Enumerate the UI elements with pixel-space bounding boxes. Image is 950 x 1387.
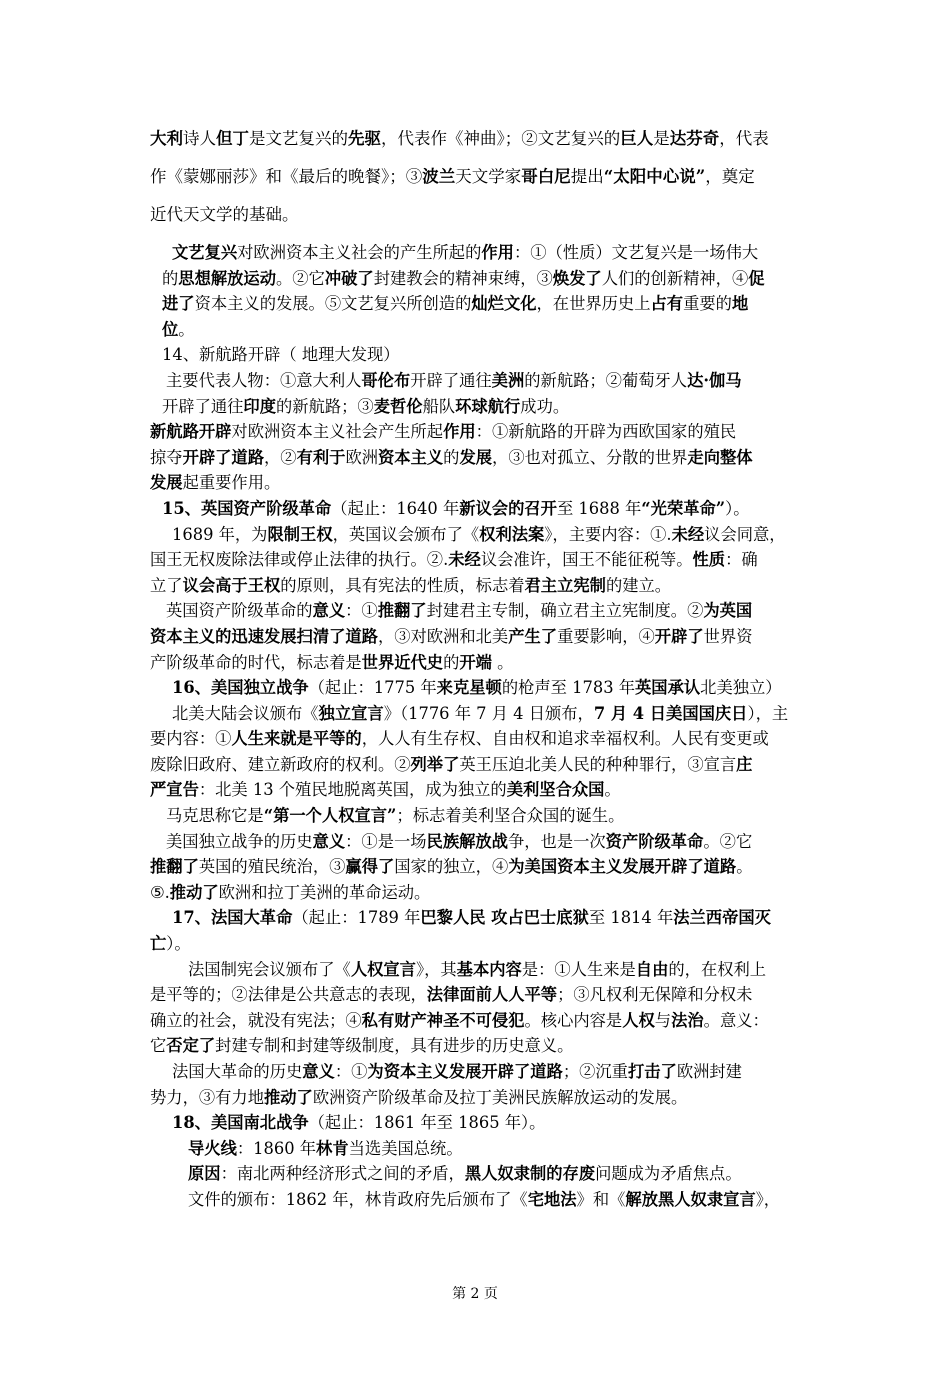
emphasis-text: 大利 — [150, 129, 183, 148]
emphasis-text: 为英国 — [703, 601, 753, 621]
text-line — [150, 445, 810, 471]
text-run: 》， — [755, 1189, 781, 1209]
text-run: 开辟了通往 — [162, 396, 244, 416]
text-run: 。②它 — [703, 831, 753, 851]
emphasis-text: 冲破了 — [324, 268, 374, 288]
text-run: 的建立。 — [605, 575, 672, 595]
emphasis-text: 导火线 — [188, 1138, 237, 1158]
text-line — [150, 931, 810, 957]
text-run: ：确 — [725, 550, 758, 570]
text-line — [150, 1085, 810, 1111]
text-line — [150, 158, 810, 196]
text-run: 。 — [604, 780, 621, 800]
emphasis-text: 否定了 — [166, 1036, 216, 1056]
text-run: 》和《 — [576, 1189, 626, 1209]
text-run: （起止：1789 年 — [292, 908, 421, 928]
emphasis-text: 法兰西帝国灭 — [673, 908, 771, 928]
text-run: 》，主要内容：①. — [544, 524, 672, 544]
text-run: （起止：1640 年 — [331, 498, 460, 518]
text-run: ：1860 年 — [236, 1138, 317, 1158]
emphasis-text: 进了 — [162, 294, 195, 314]
text-run: 欧洲 — [345, 447, 379, 467]
text-run: ，奠定 — [705, 167, 755, 186]
emphasis-text: 新航路开辟 — [150, 422, 232, 442]
emphasis-text: 林肯 — [316, 1138, 349, 1158]
text-line — [150, 598, 810, 624]
emphasis-text: 灿烂文化 — [471, 294, 537, 314]
emphasis-text: 基本内容 — [456, 959, 522, 979]
text-run: 国王无权废除法律或停止法律的执行。②. — [150, 550, 449, 570]
text-run: 主要代表人物：①意大利人 — [166, 370, 362, 390]
text-run: 的原则，具有宪法的性质，标志着 — [280, 575, 525, 595]
text-run: 的新航路；②葡萄牙人 — [524, 370, 688, 390]
emphasis-text: 哥伦布 — [361, 370, 411, 390]
emphasis-text: 来克星顿 — [436, 678, 502, 698]
text-run: ）。 — [166, 934, 191, 954]
emphasis-text: 推动了 — [169, 882, 219, 902]
emphasis-text: 列举了 — [410, 754, 460, 774]
emphasis-text: “第一个人权宣言” — [263, 806, 397, 826]
emphasis-text: 麦哲伦 — [373, 396, 423, 416]
emphasis-text: 文艺复兴 — [172, 243, 238, 262]
text-line — [150, 1008, 810, 1034]
text-run: ，③也对孤立、分散的世界 — [492, 447, 688, 467]
emphasis-text: 印度 — [243, 396, 276, 416]
emphasis-text: 美洲 — [491, 370, 525, 390]
emphasis-text: 开辟了道路 — [182, 447, 264, 467]
text-run: 。 — [736, 857, 753, 877]
emphasis-text: 未经 — [448, 550, 481, 570]
text-run: 文件的颁布：1862 年，林肯政府先后颁布了《 — [188, 1189, 528, 1209]
emphasis-text: 16、美国独立战争 — [172, 678, 309, 698]
emphasis-text: 哥白尼 — [521, 167, 571, 186]
emphasis-text: 打击了 — [627, 1062, 677, 1081]
text-run: 议会同意， — [704, 524, 786, 544]
text-run: 法国大革命的历史 — [172, 1062, 303, 1081]
text-line — [150, 317, 810, 343]
text-run: 确立的社会，就没有宪法；④ — [150, 1010, 362, 1030]
emphasis-text: 美利坚合众国 — [506, 780, 605, 800]
emphasis-text: 开辟了 — [654, 626, 704, 646]
text-run: 。 — [491, 652, 514, 672]
emphasis-text: 推动了 — [263, 1087, 313, 1107]
text-line — [150, 291, 810, 317]
text-line — [150, 394, 810, 420]
text-run: 至 1688 年 — [556, 498, 642, 518]
text-run: 封建专制和封建等级制度，具有进步的历史意义。 — [215, 1036, 574, 1056]
emphasis-text: 私有财产神圣不可侵犯 — [361, 1010, 525, 1030]
text-line — [150, 342, 810, 368]
text-run: ）。 — [725, 498, 750, 518]
emphasis-text: 作用 — [443, 422, 476, 442]
text-line — [150, 1161, 810, 1187]
text-run: ，人人有生存权、自由权和追求幸福权利。人民有变更或 — [361, 729, 769, 749]
emphasis-text: 庄 — [736, 754, 753, 774]
text-run: 欧洲封建 — [676, 1062, 742, 1081]
emphasis-text: 焕发了 — [552, 268, 602, 288]
text-run: 北美独立） — [700, 678, 782, 698]
emphasis-text: 为资本主义发展开辟了道路 — [367, 1062, 563, 1081]
text-run: 是平等的；②法律是公共意志的表现， — [150, 985, 427, 1005]
text-run: ：北美 13 个殖民地脱离英国，成为独立的 — [198, 780, 507, 800]
text-line — [150, 905, 810, 931]
emphasis-text: 亡 — [150, 934, 167, 954]
text-run: ：①新航路的开辟为西欧国家的殖民 — [475, 422, 737, 442]
emphasis-text: 限制王权 — [267, 524, 333, 544]
text-run: 天文学家 — [455, 167, 522, 186]
emphasis-text: 但丁 — [216, 129, 249, 148]
text-run: 产阶级革命的时代，标志着是 — [150, 652, 362, 672]
text-run: 的 — [443, 447, 460, 467]
text-line — [150, 701, 810, 727]
text-line — [150, 1033, 810, 1059]
text-run: ），主 — [747, 703, 789, 723]
text-run: 人们的创新精神，④ — [601, 268, 749, 288]
emphasis-text: 资产阶级革命 — [605, 831, 704, 851]
text-line — [150, 419, 810, 445]
emphasis-text: 宅地法 — [527, 1189, 577, 1209]
text-line — [150, 1059, 810, 1085]
renaissance-figures-paragraph — [150, 120, 810, 234]
emphasis-text: 占有 — [650, 294, 684, 314]
text-run: 近代天文学的基础。 — [150, 205, 299, 224]
emphasis-text: 法律面前人人平等 — [426, 985, 558, 1005]
emphasis-text: “光荣革命” — [641, 498, 726, 518]
text-line — [150, 650, 810, 676]
emphasis-text: 巴黎人民 攻占巴士底狱 — [420, 908, 589, 928]
emphasis-text: 促 — [748, 268, 765, 288]
text-line — [150, 752, 810, 778]
text-run: 北美大陆会议颁布《 — [172, 703, 319, 723]
text-run: 当选美国总统。 — [348, 1138, 463, 1158]
emphasis-text: 走向整体 — [687, 447, 753, 467]
text-run: 的 — [162, 268, 179, 288]
emphasis-text: 17、法国大革命 — [172, 908, 293, 928]
emphasis-text: 严宣告 — [150, 780, 199, 800]
text-run: 对欧洲资本主义社会的产生所起的 — [237, 243, 482, 262]
emphasis-text: 意义 — [312, 601, 346, 621]
emphasis-text: 议会高于王权 — [182, 575, 281, 595]
text-run: 提出 — [570, 167, 604, 186]
text-line — [150, 726, 810, 752]
emphasis-text: 为美国资本主义发展开辟了道路 — [508, 857, 737, 877]
emphasis-text: 君主立宪制 — [524, 575, 606, 595]
page-number: 第 2 页 — [452, 1286, 498, 1302]
text-run: 是 — [653, 129, 670, 148]
text-run: ：①是一场 — [345, 831, 427, 851]
text-run: 美国独立战争的历史 — [166, 831, 313, 851]
text-run: ：①（性质）文艺复兴是一场伟大 — [513, 243, 759, 262]
text-run: ：南北两种经济形式之间的矛盾， — [220, 1164, 465, 1184]
text-run: ，英国议会颁布了《 — [332, 524, 480, 544]
emphasis-text: 有利于 — [296, 447, 346, 467]
text-line — [150, 1136, 810, 1162]
text-line — [150, 777, 810, 803]
text-run: 资本主义的发展。⑤文艺复兴所创造的 — [194, 294, 472, 314]
text-run: （起止：1775 年 — [308, 678, 437, 698]
emphasis-text: 人生来就是平等的 — [231, 729, 362, 749]
text-run: ；③凡权利无保障和分权未 — [557, 985, 753, 1005]
emphasis-text: 意义 — [312, 831, 346, 851]
emphasis-text: 民族解放战 — [426, 831, 508, 851]
emphasis-text: 巨人 — [620, 129, 654, 148]
text-line — [150, 675, 810, 701]
text-run: 立了 — [150, 575, 183, 595]
text-run: ，代表 — [719, 129, 769, 148]
text-run: 诗人 — [183, 129, 216, 148]
text-line — [150, 880, 810, 906]
emphasis-text: 人权宣言 — [350, 959, 416, 979]
emphasis-text: 地 — [731, 294, 749, 314]
emphasis-text: 黑人奴隶制的存废 — [464, 1164, 596, 1184]
text-run: 成功。 — [520, 396, 570, 416]
text-line — [150, 266, 810, 292]
emphasis-text: 推翻了 — [377, 601, 427, 621]
text-run: 问题成为矛盾焦点。 — [595, 1164, 742, 1184]
text-run: 掠夺 — [150, 447, 183, 467]
text-run: 法国制宪会议颁布了《 — [188, 959, 351, 979]
text-run: 废除旧政府、建立新政府的权利。② — [150, 754, 411, 774]
text-run: 的枪声至 1783 年 — [501, 678, 636, 698]
text-run: 封建教会的精神束缚，③ — [373, 268, 553, 288]
text-run: 英国的殖民统治，③ — [198, 857, 346, 877]
emphasis-text: 思想解放运动 — [178, 268, 276, 288]
text-run: 。意义： — [703, 1010, 769, 1030]
emphasis-text: 推翻了 — [150, 857, 199, 877]
text-line — [150, 196, 810, 234]
emphasis-text: 波兰 — [422, 167, 456, 186]
text-run: ；②沉重 — [562, 1062, 628, 1081]
text-run: 开辟了通往 — [410, 370, 492, 390]
emphasis-text: 性质 — [692, 550, 726, 570]
text-run: 英王压迫北美人民的种种罪行，③宣言 — [459, 754, 737, 774]
emphasis-text: 意义 — [302, 1062, 335, 1081]
text-run: ，在世界历史上 — [536, 294, 651, 314]
text-run: 。核心内容是 — [524, 1010, 623, 1030]
text-line — [150, 1110, 810, 1136]
text-run: 1689 年，为 — [172, 524, 268, 544]
text-line — [150, 470, 810, 496]
text-run: 至 1814 年 — [588, 908, 674, 928]
text-run: （起止：1861 年至 1865 年）。 — [308, 1113, 546, 1133]
text-line — [150, 496, 810, 522]
emphasis-text: 达·伽马 — [687, 370, 742, 390]
text-run: 欧洲和拉丁美洲的革命运动。 — [218, 882, 431, 902]
text-run: 作《蒙娜丽莎》和《最后的晚餐》；③ — [150, 167, 423, 186]
text-run: 国家的独立，④ — [394, 857, 509, 877]
text-run: 船队 — [422, 396, 456, 416]
emphasis-text: 发展 — [150, 473, 183, 493]
text-line — [150, 854, 810, 880]
emphasis-text: 15、英国资产阶级革命 — [162, 498, 332, 518]
emphasis-text: 作用 — [481, 243, 514, 262]
text-run: 。②它 — [276, 268, 325, 288]
text-run: 英国资产阶级革命的 — [166, 601, 313, 621]
text-line — [150, 120, 810, 158]
text-run: 欧洲资产阶级革命及拉丁美洲民族解放运动的发展。 — [312, 1087, 688, 1107]
text-run: 的新航路；③ — [276, 396, 374, 416]
emphasis-text: 资本主义的迅速发展扫清了道路 — [150, 626, 378, 646]
text-run: 》，其 — [415, 959, 457, 979]
text-line — [150, 803, 810, 829]
text-run: ⑤. — [150, 882, 170, 902]
emphasis-text: “太阳中心说” — [603, 167, 706, 186]
emphasis-text: 先驱 — [348, 129, 381, 148]
text-run: 》（1776 年 7 月 4 日颁布， — [383, 703, 594, 723]
text-line — [150, 1187, 810, 1213]
text-run: ，代表作《神曲》；②文艺复兴的 — [381, 129, 621, 148]
text-run: ；标志着美利坚合众国的诞生。 — [396, 806, 625, 826]
emphasis-text: 世界近代史 — [361, 652, 444, 672]
text-run: 议会准许，国王不能征税等。 — [480, 550, 693, 570]
text-line — [150, 240, 810, 266]
text-run: 起重要作用。 — [182, 473, 281, 493]
emphasis-text: 7 月 4 日美国国庆日 — [593, 703, 748, 723]
text-run: 世界资 — [703, 626, 753, 646]
emphasis-text: 未经 — [671, 524, 705, 544]
emphasis-text: 新议会的召开 — [459, 498, 557, 518]
emphasis-text: 赢得了 — [345, 857, 395, 877]
text-run: 争，也是一次 — [507, 831, 606, 851]
emphasis-text: 解放黑人奴隶宣言 — [625, 1189, 756, 1209]
text-run: 与 — [654, 1010, 672, 1030]
text-line — [150, 368, 810, 394]
emphasis-text: 环球航行 — [455, 396, 521, 416]
text-run: ：① — [345, 601, 378, 621]
emphasis-text: 法治 — [671, 1010, 704, 1030]
emphasis-text: 原因 — [188, 1164, 221, 1184]
emphasis-text: 人权 — [622, 1010, 655, 1030]
text-run: 重要的 — [683, 294, 732, 314]
text-line — [150, 957, 810, 983]
emphasis-text: 发展 — [459, 447, 493, 467]
text-run: 它 — [150, 1036, 167, 1056]
emphasis-text: 权利法案 — [479, 524, 545, 544]
text-run: 马克思称它是 — [166, 806, 264, 826]
text-line — [150, 522, 810, 548]
text-run: 势力，③有力地 — [150, 1087, 264, 1107]
text-run: 的 — [443, 652, 460, 672]
text-line — [150, 573, 810, 599]
emphasis-text: 达芬奇 — [669, 129, 720, 148]
text-run: 是：①人生来是 — [521, 959, 636, 979]
emphasis-text: 开端 — [459, 652, 492, 672]
text-line — [150, 982, 810, 1008]
emphasis-text: 独立宣言 — [318, 703, 384, 723]
text-run: 的，在权利上 — [668, 959, 767, 979]
emphasis-text: 英国承认 — [635, 678, 701, 698]
emphasis-text: 资本主义 — [378, 447, 444, 467]
emphasis-text: 产生了 — [508, 626, 558, 646]
emphasis-text: 位 — [162, 319, 179, 339]
text-run: 重要影响，④ — [557, 626, 655, 646]
text-run: ，② — [264, 447, 297, 467]
text-run: ，③对欧洲和北美 — [377, 626, 509, 646]
text-run: ：① — [334, 1062, 368, 1081]
text-run: 要内容：① — [150, 729, 232, 749]
body-text — [150, 240, 810, 1213]
text-line — [150, 547, 810, 573]
text-line — [150, 624, 810, 650]
emphasis-text: 18、美国南北战争 — [172, 1113, 309, 1133]
emphasis-text: 自由 — [635, 959, 669, 979]
text-line — [150, 829, 810, 855]
text-run: 是文艺复兴的 — [249, 129, 348, 148]
text-run: 14、新航路开辟（ 地理大发现） — [162, 345, 400, 365]
text-run: 封建君主专制，确立君主立宪制度。② — [426, 601, 704, 621]
text-run: 。 — [178, 319, 195, 339]
text-run: 对欧洲资本主义社会产生所起 — [231, 422, 444, 442]
